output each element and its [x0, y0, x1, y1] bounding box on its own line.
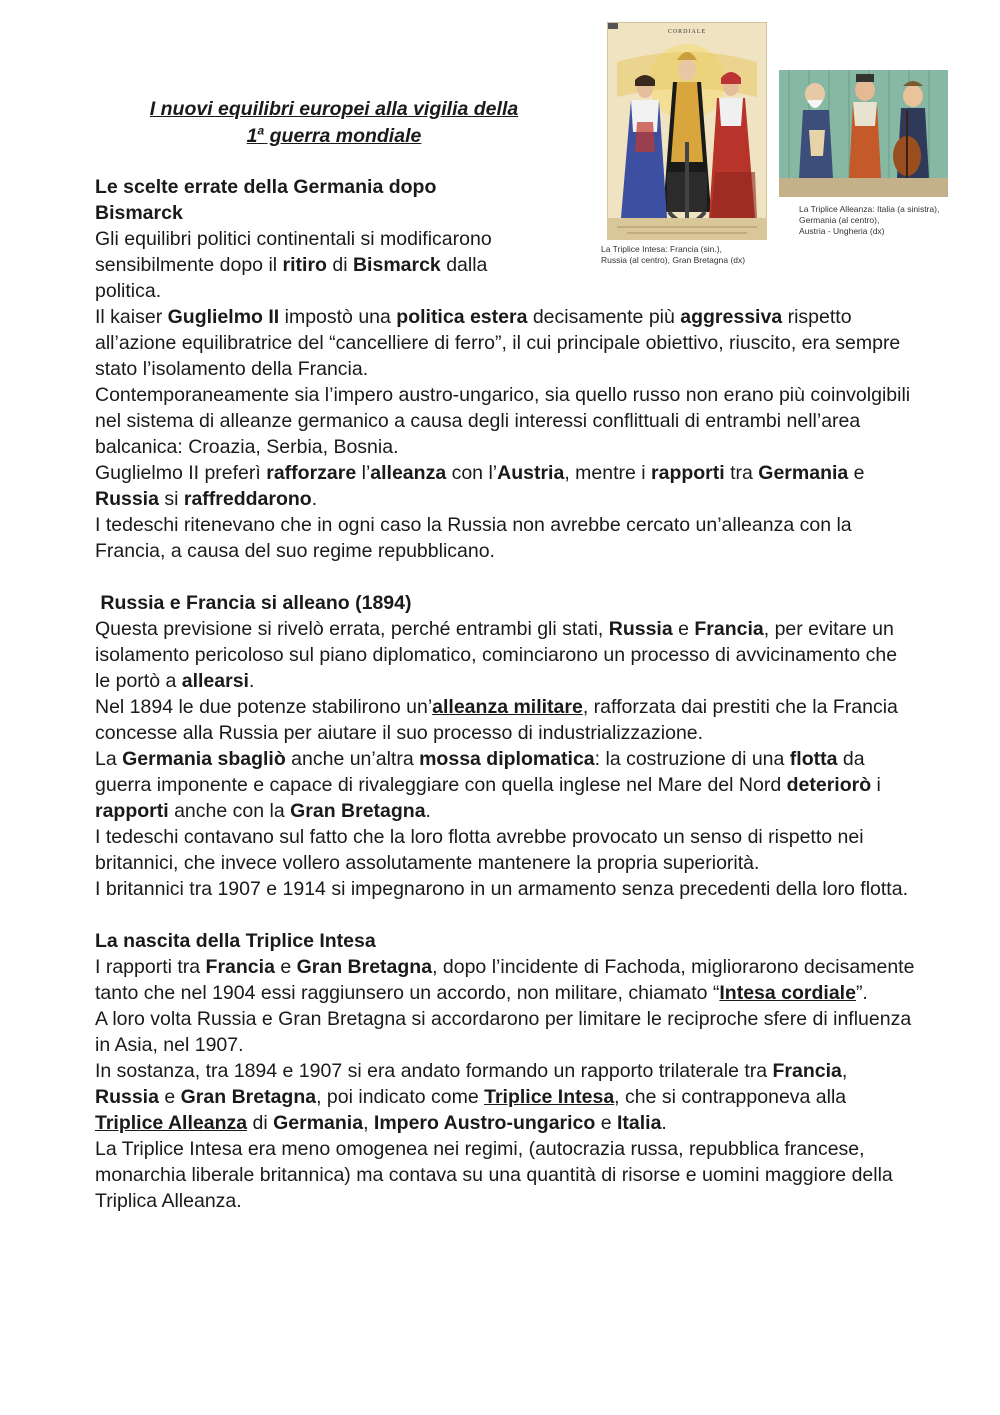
paragraph: La Germania sbagliò anche un’altra mossa diplomatica: la costruzione di una flotta da guerra imponente e capace di rivaleggiare con quella inglese nel Mare del Nord deteriorò i rapporti anche con la Gran Bretagna.: [95, 748, 881, 822]
paragraph: In sostanza, tra 1894 e 1907 si era andato formando un rapporto trilaterale tra Francia, Russia e Gran Bretagna, poi indicato come Triplice Intesa, che si contrapponeva alla Triplice Alleanza di Germania, Impero Austro-ungarico e Italia.: [95, 1060, 848, 1134]
paragraph: I tedeschi ritenevano che in ogni caso la Russia non avrebbe cercato un’alleanza con la Francia, a causa del suo regime repubblicano.: [95, 514, 852, 562]
triplice-alleanza-caption: La Triplice Alleanza: Italia (a sinistra), Germania (al centro), Austria - Ungheria (dx): [799, 204, 940, 236]
paragraph: La Triplice Intesa era meno omogenea nei regimi, (autocrazia russa, repubblica francese, monarchia liberale britannica) ma contava su una quantità di risorse e uomini maggiore della Triplica Alleanza.: [95, 1138, 893, 1212]
poster-header-text: CORDIALE: [667, 29, 707, 35]
section-heading-russia-francia: Russia e Francia si alleano (1894): [95, 592, 412, 614]
title-line-1: I nuovi equilibri europei alla vigilia della: [149, 98, 519, 120]
paragraph: Il kaiser Guglielmo II impostò una politica estera decisamente più aggressiva rispetto all’azione equilibratrice del “cancelliere di ferro”, il cui principale obiettivo, riuscito, era sempre stato l’isolamento della Francia.: [95, 306, 901, 380]
paragraph: Gli equilibri politici continentali si modificarono sensibilmente dopo il ritiro di Bismarck dalla politica.: [95, 228, 492, 302]
paragraph: Contemporaneamente sia l’impero austro-ungarico, sia quello russo non erano più coinvolgibili nel sistema di alleanze germanico a causa degli interessi conflittuali di entrambi nell’area balcanica: Croazia, Serbia, Bosnia.: [95, 384, 911, 458]
paragraph: I rapporti tra Francia e Gran Bretagna, dopo l’incidente di Fachoda, migliorarono decisamente tanto che nel 1904 essi raggiunsero un accordo, non militare, chiamato “Intesa cordiale”.: [95, 956, 915, 1004]
section-heading-triplice-intesa: La nascita della Triplice Intesa: [95, 930, 376, 952]
paragraph: I tedeschi contavano sul fatto che la loro flotta avrebbe provocato un senso di rispetto nei britannici, che invece vollero assolutamente mantenere la propria superiorità.: [95, 826, 864, 874]
page-title: [96, 96, 572, 150]
title-line-2: 1$^a$ guerra mondiale: [246, 123, 422, 147]
paragraph: Nel 1894 le due potenze stabilirono un’alleanza militare, rafforzata dai prestiti che la Francia concesse alla Russia per aiutare il suo processo di industrializzazione.: [95, 696, 898, 744]
paragraph: Questa previsione si rivelò errata, perché entrambi gli stati, Russia e Francia, per evitare un isolamento pericoloso sul piano diplomatico, cominciarono un processo di avvicinamento che le portò a allearsi.: [95, 618, 898, 692]
triplice-intesa-caption: La Triplice Intesa: Francia (sin.), Russia (al centro), Gran Bretagna (dx): [601, 244, 746, 265]
section-heading-germania: Le scelte errate della Germania dopo Bismarck: [95, 176, 437, 224]
paragraph: I britannici tra 1907 e 1914 si impegnarono in un armamento senza precedenti della loro flotta.: [95, 878, 908, 900]
paragraph: Guglielmo II preferì rafforzare l’alleanza con l’Austria, mentre i rapporti tra Germania e Russia si raffreddarono.: [95, 462, 865, 510]
paragraph: A loro volta Russia e Gran Bretagna si accordarono per limitare le reciproche sfere di influenza in Asia, nel 1907.: [95, 1008, 912, 1056]
document-body: [95, 174, 915, 1214]
